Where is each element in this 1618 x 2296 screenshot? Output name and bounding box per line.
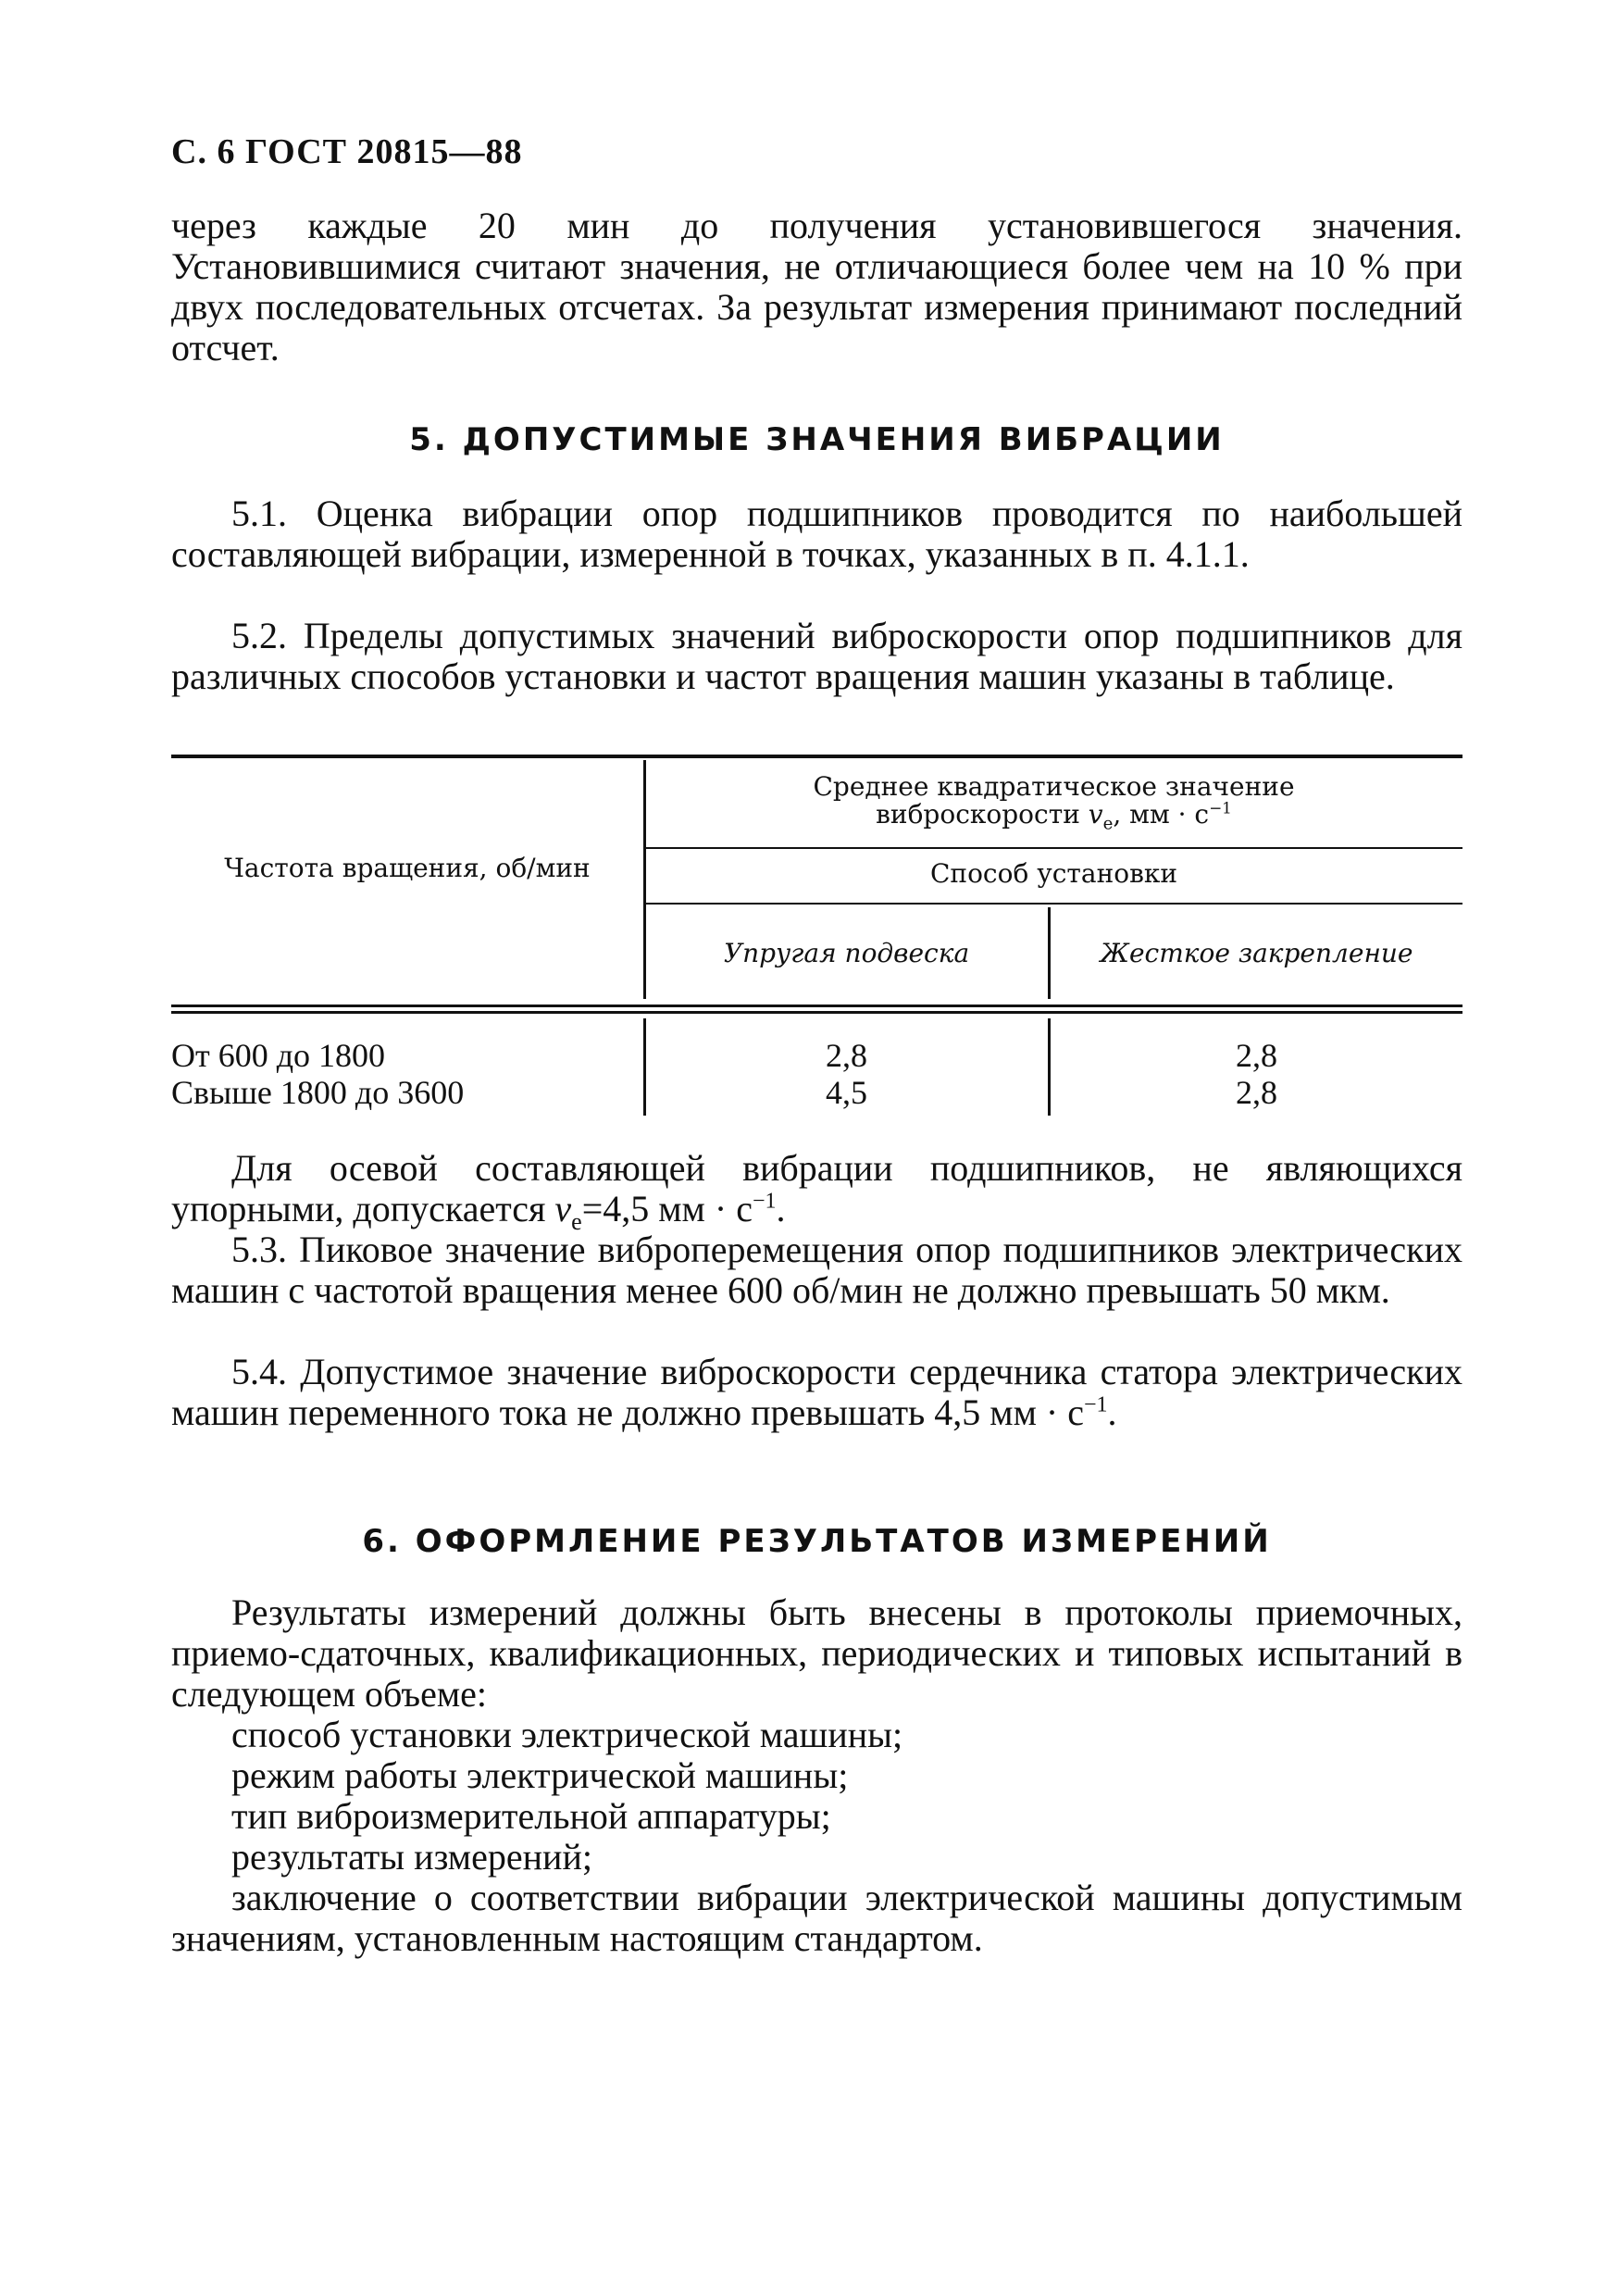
elastic-column-header: Упругая подвеска	[723, 938, 970, 968]
paragraph-5-4-text: 5.4. Допустимое значение виброскорости сердечника статора электрических машин переменного тока не должно превышать 4,5 мм · с	[171, 1351, 1462, 1433]
section-6-heading: 6. ОФОРМЛЕНИЕ РЕЗУЛЬТАТОВ ИЗМЕРЕНИЙ	[362, 1523, 1272, 1560]
list-item: результаты измерений;	[231, 1836, 592, 1878]
section-6-intro: Результаты измерений должны быть внесены в протоколы приемочных, приемо-сдаточных, квалификационных, периодических и типовых испытаний в следующем объеме:	[171, 1591, 1462, 1715]
rms-header-line1: Среднее квадратическое значение	[813, 771, 1295, 802]
axial-note-symbol: v	[554, 1188, 572, 1229]
table-row-1-freq: От 600 до 1800	[171, 1037, 386, 1074]
rms-header	[645, 773, 1462, 839]
rms-exponent: −1	[1209, 798, 1232, 817]
rms-subscript: e	[1102, 814, 1114, 834]
axial-note-prefix: Для осевой составляющей вибрации подшипников, не являющихся упорными, допускается	[171, 1147, 1462, 1229]
table-row-2-elastic: 4,5	[826, 1074, 867, 1111]
intro-paragraph: через каждые 20 мин до получения установившегося значения. Установившимися считают значения, не отличающиеся более чем на 10 % при двух последовательных отсчетах. За результат измерения принимают последний отсчет.	[171, 205, 1462, 368]
page-header: С. 6 ГОСТ 20815—88	[171, 132, 523, 171]
table-header-rule-1	[171, 1004, 1462, 1007]
rigid-column-header: Жесткое закрепление	[1100, 938, 1413, 968]
table-rule-rms	[645, 847, 1462, 849]
table-row-1-rigid: 2,8	[1236, 1037, 1277, 1074]
vibration-limits-table	[171, 755, 1462, 1120]
paragraph-5-1: 5.1. Оценка вибрации опор подшипников проводится по наибольшей составляющей вибрации, измеренной в точках, указанных в п. 4.1.1.	[171, 493, 1462, 575]
paragraph-5-3: 5.3. Пиковое значение виброперемещения опор подшипников электрических машин с частотой вращения менее 600 об/мин не должно превышать 50 мкм.	[171, 1229, 1462, 1311]
list-item: тип виброизмерительной аппаратуры;	[231, 1795, 831, 1837]
table-rule-method	[645, 903, 1462, 905]
section-5-heading: 5. ДОПУСТИМЫЕ ЗНАЧЕНИЯ ВИБРАЦИИ	[409, 421, 1225, 458]
table-row-1-elastic: 2,8	[826, 1037, 867, 1074]
paragraph-5-4-exponent: −1	[1084, 1392, 1108, 1417]
rms-unit: , мм · с	[1113, 799, 1210, 830]
section-6-conclusion: заключение о соответствии вибрации электрической машины допустимым значениям, установленным настоящим стандартом.	[171, 1877, 1462, 1959]
table-header-rule-2	[171, 1011, 1462, 1014]
freq-column-header: Частота вращения, об/мин	[224, 853, 591, 883]
axial-note-end: .	[776, 1188, 786, 1229]
axial-note-subscript: e	[571, 1208, 582, 1235]
table-row-2-rigid: 2,8	[1236, 1074, 1277, 1111]
list-item: режим работы электрической машины;	[231, 1754, 849, 1796]
table-row-2-freq: Свыше 1800 до 3600	[171, 1074, 465, 1111]
method-header: Способ установки	[929, 858, 1178, 889]
paragraph-5-4	[171, 1352, 1462, 1433]
list-item: способ установки электрической машины;	[231, 1714, 903, 1755]
rms-header-line2	[645, 798, 1462, 839]
axial-note-value: =4,5 мм · с	[581, 1188, 753, 1229]
axial-note-exponent: −1	[752, 1189, 777, 1214]
rms-symbol: v	[1088, 799, 1103, 830]
table-top-rule	[171, 755, 1462, 758]
rms-header-prefix: виброскорости	[876, 799, 1089, 830]
paragraph-5-2: 5.2. Пределы допустимых значений виброскорости опор подшипников для различных способов установки и частот вращения машин указаны в таблице.	[171, 615, 1462, 697]
paragraph-5-4-end: .	[1107, 1391, 1117, 1433]
